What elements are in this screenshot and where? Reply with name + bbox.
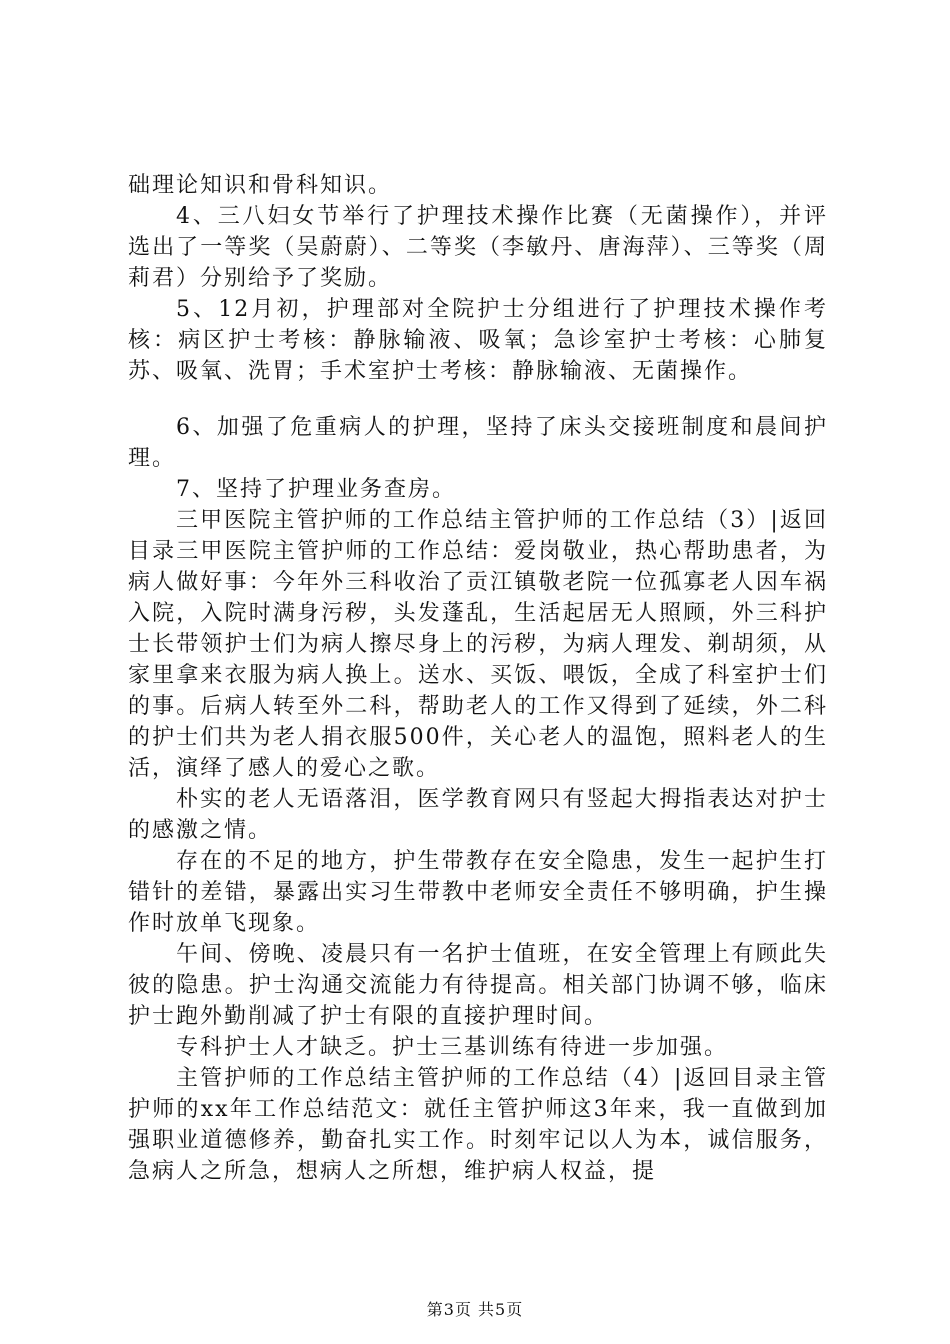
paragraph-item-4: 4、三八妇女节举行了护理技术操作比赛（无菌操作），并评选出了一等奖（吴蔚蔚）、二等奖（李敏丹、唐海萍）、三等奖（周莉君）分别给予了奖励。 [128, 204, 828, 291]
paragraph-staffing: 午间、傍晚、凌晨只有一名护士值班，在安全管理上有顾此失彼的隐患。护士沟通交流能力有待提高。相关部门协调不够，临床护士跑外勤削减了护士有限的直接护理时间。 [128, 942, 828, 1029]
paragraph-shortcomings: 存在的不足的地方，护生带教存在安全隐患，发生一起护生打错针的差错，暴露出实习生带教中老师安全责任不够明确，护生操作时放单飞现象。 [128, 849, 828, 936]
paragraph-summary-3: 三甲医院主管护师的工作总结主管护师的工作总结（3）|返回目录三甲医院主管护师的工作总结：爱岗敬业，热心帮助患者，为病人做好事：今年外三科收治了贡江镇敬老院一位孤寡老人因车祸入院，入院时满身污秽，头发蓬乱，生活起居无人照顾，外三科护士长带领护士们为病人擦尽身上的污秽，为病人理发、剃胡须，从家里拿来衣服为病人换上。送水、买饭、喂饭，全成了科室护士们的事。后病人转至外二科，帮助老人的工作又得到了延续，外二科的护士们共为老人捐衣服500件，关心老人的温饱，照料老人的生活，演绎了感人的爱心之歌。 [128, 508, 828, 781]
paragraph-continuation: 础理论知识和骨科知识。 [128, 173, 393, 198]
document-body [128, 170, 828, 1187]
paragraph-specialists: 专科护士人才缺乏。护士三基训练有待进一步加强。 [176, 1035, 729, 1060]
paragraph-item-6: 6、加强了危重病人的护理，坚持了床头交接班制度和晨间护理。 [128, 415, 828, 471]
page-number-footer: 第3页 共5页 [426, 1300, 524, 1319]
paragraph-gratitude: 朴实的老人无语落泪，医学教育网只有竖起大拇指表达对护士的感激之情。 [128, 787, 828, 843]
paragraph-item-5: 5、12月初，护理部对全院护士分组进行了护理技术操作考核：病区护士考核：静脉输液、吸氧；急诊室护士考核：心肺复苏、吸氧、洗胃；手术室护士考核：静脉输液、无菌操作。 [128, 297, 828, 384]
paragraph-gap [128, 387, 828, 412]
paragraph-summary-4: 主管护师的工作总结主管护师的工作总结（4）|返回目录主管护师的xx年工作总结范文：就任主管护师这3年来，我一直做到加强职业道德修养，勤奋扎实工作。时刻牢记以人为本，诚信服务，急病人之所急，想病人之所想，维护病人权益，提 [128, 1066, 828, 1184]
paragraph-item-7: 7、坚持了护理业务查房。 [176, 477, 456, 502]
